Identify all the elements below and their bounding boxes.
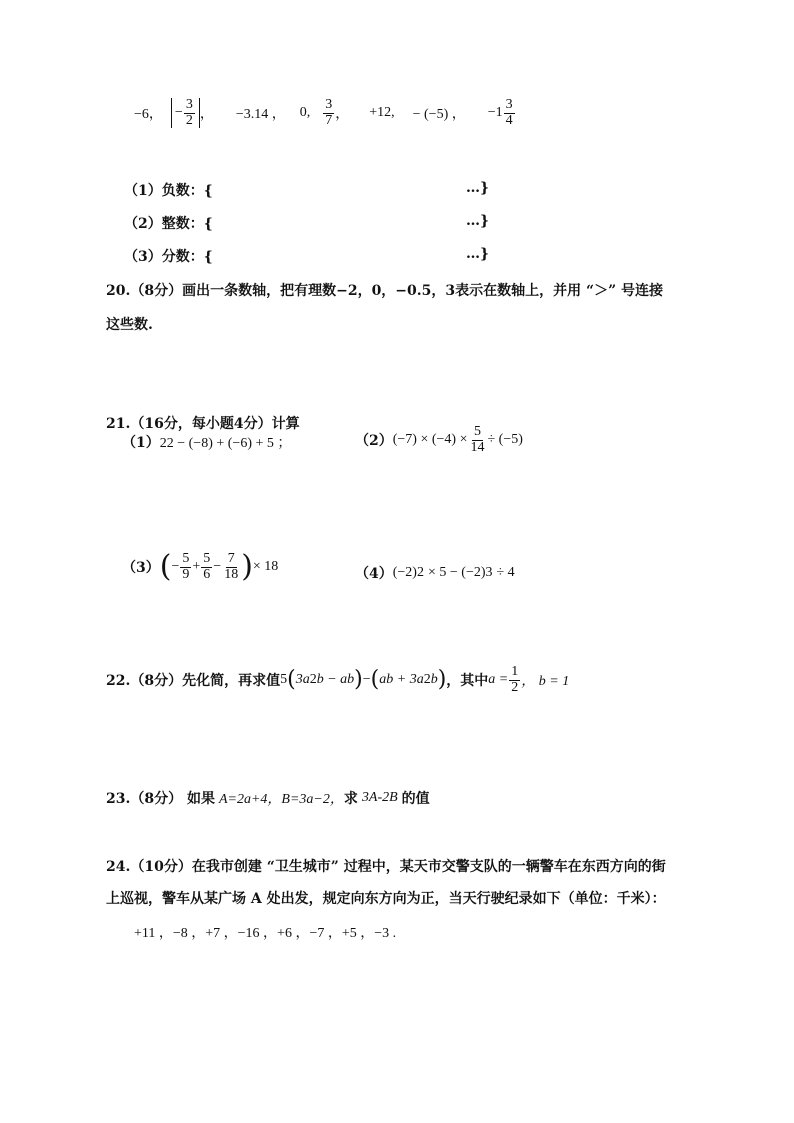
q21-part2: （2） (−7) × (−4) × $\frac{5}{14}$ ÷ (−5) (355, 424, 523, 455)
q21-part1: （1） 22 − (−8) + (−6) + 5 ； (122, 435, 292, 451)
q20-line1: 20.（8分）画出一条数轴，把有理数−2，0，−0.5，3表示在数轴上，并用 “＞” 号连接 (106, 283, 663, 299)
set-fraction-label: （3）分数：{ (124, 249, 213, 265)
set-integer-end: …} (466, 213, 490, 229)
absolute-value-expression: − $\frac{3}{2}$ (171, 98, 200, 128)
number-neg6: −6， (134, 107, 163, 123)
q22: 22.（8分）先化简，再求值 5 ( 3a 2 b − ab ) − ( ab + 3a 2 b ) ，其中 a = $\frac{1}{2}$ ， b = 1 (106, 664, 570, 695)
set-fraction-end: …} (466, 246, 490, 262)
q21-part3: （3） ( − $\frac{5}{9}$ + $\frac{5}{6}$ − $\frac{7}{18}$ ) × 18 (122, 549, 279, 585)
set-negative-label: （1）负数：{ (124, 183, 213, 199)
set-integer-label: （2）整数：{ (124, 216, 213, 232)
q23: 23.（8分） 如果 A=2a+4，B=3a−2， 求 3A-2B 的值 (106, 790, 430, 807)
mixed-number: −1 $\frac{3}{4}$ (487, 97, 513, 128)
q24-line2: 上巡视，警车从某广场 A 处出发，规定向东方向为正，当天行驶纪录如下（单位：千米）： (106, 891, 666, 907)
number-neg-neg5: − (−5) ， (412, 107, 466, 123)
fraction-3-2: $\frac{3}{2}$ (185, 97, 193, 128)
numbers-row: −6， − $\frac{3}{2}$ ， −3.14 ， 0, $\frac{3}{7}$ ， +12, − (−5) ， −1 $\frac{3}{4}$ (134, 98, 516, 128)
number-neg3-14: −3.14 ， (235, 107, 286, 123)
q21-part4: （4） (−2) 2 × 5 − (−2) 3 ÷ 4 (355, 565, 515, 582)
q20-line2: 这些数. (106, 317, 153, 333)
q24-line1: 24.（10分）在我市创建 “卫生城市” 过程中，某天市交警支队的一辆警车在东西方向的街 (106, 859, 666, 875)
fraction-5-14: $\frac{5}{14}$ (470, 424, 485, 455)
fraction-3-7: $\frac{3}{7}$ (325, 97, 333, 128)
fraction-1-2: $\frac{1}{2}$ (511, 664, 519, 695)
set-negative-end: …} (466, 180, 490, 196)
number-zero: 0, (299, 105, 311, 121)
left-paren: ( (159, 549, 172, 585)
q24-records: +11 ，−8 ，+7 ，−16 ，+6 ，−7 ，+5 ，−3 . (134, 926, 397, 941)
q21-title: 21.（16分，每小题4分）计算 (106, 416, 300, 432)
number-plus12: +12, (369, 105, 395, 121)
right-paren: ) (241, 549, 253, 585)
